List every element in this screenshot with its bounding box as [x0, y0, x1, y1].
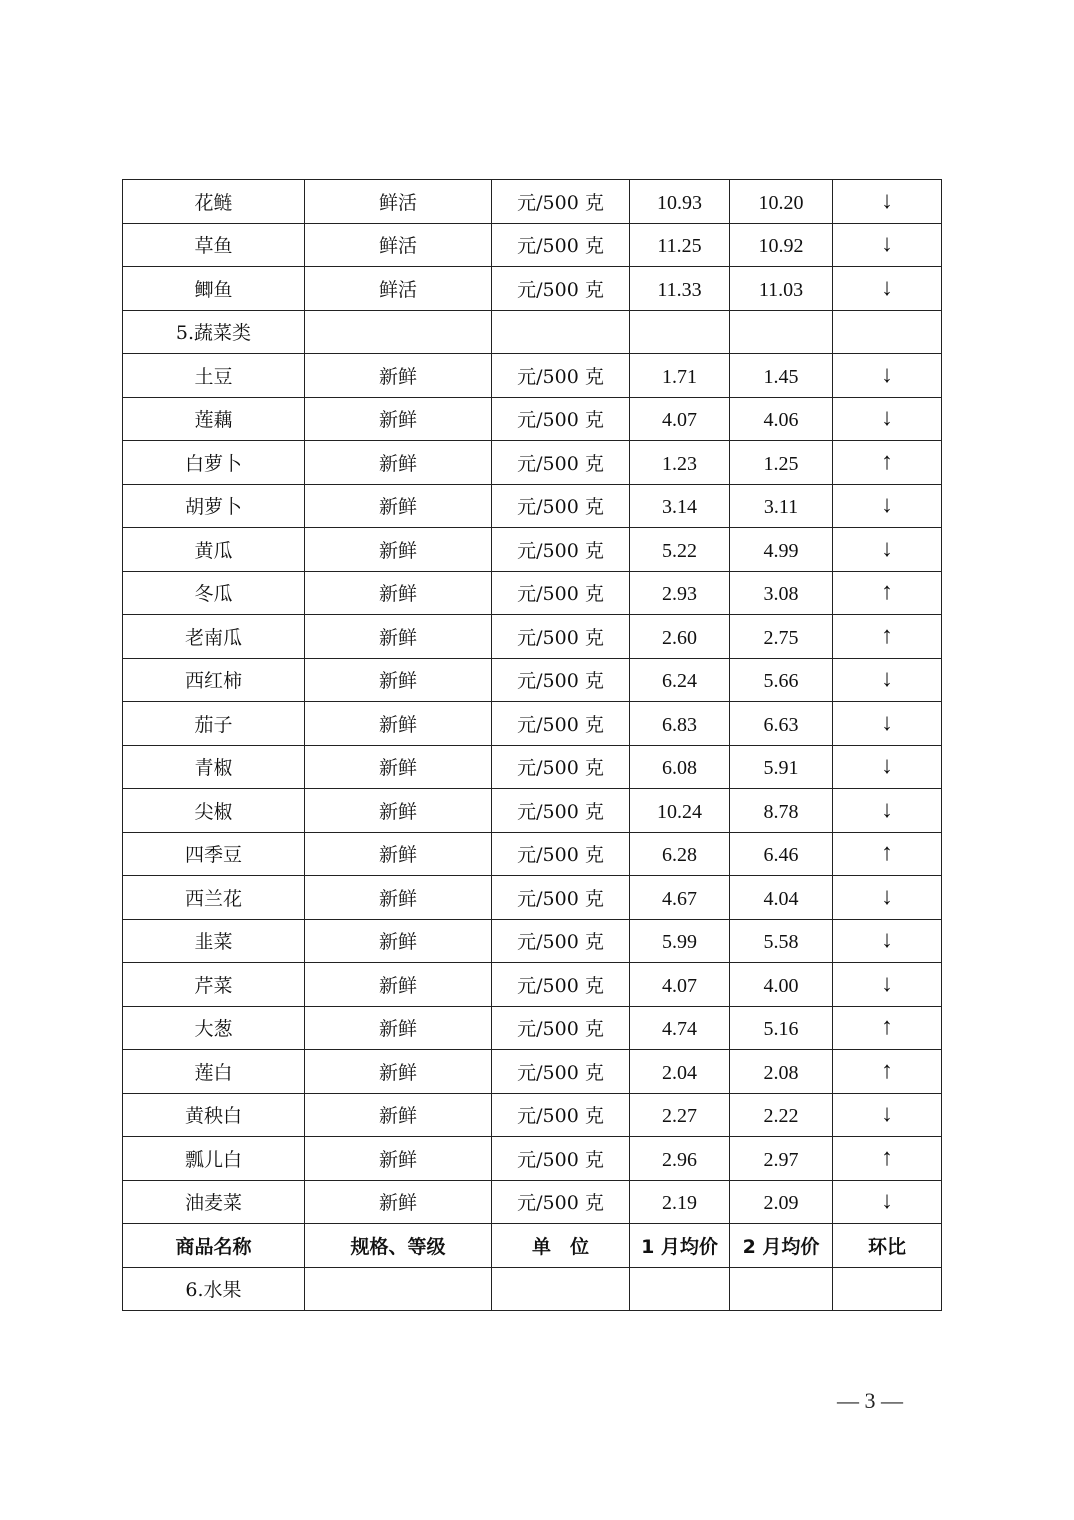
header-cell-jan-price: 1 月均价	[630, 1224, 730, 1268]
cell-unit: 元/500 克	[492, 180, 630, 224]
cell-unit: 元/500 克	[492, 397, 630, 441]
cell-name: 黄瓜	[123, 528, 305, 572]
cell-spec: 鲜活	[305, 267, 492, 311]
table-row	[123, 702, 942, 746]
cell-unit: 元/500 克	[492, 832, 630, 876]
cell-feb-price: 6.63	[730, 702, 833, 746]
cell-spec: 新鲜	[305, 658, 492, 702]
cell-spec: 新鲜	[305, 1180, 492, 1224]
cell-jan-price: 3.14	[630, 484, 730, 528]
cell-unit: 元/500 克	[492, 702, 630, 746]
table-row	[123, 571, 942, 615]
cell-name: 鲫鱼	[123, 267, 305, 311]
cell-trend: ↓	[833, 702, 942, 746]
cell-name: 土豆	[123, 354, 305, 398]
cell-trend: ↑	[833, 571, 942, 615]
cell-unit: 元/500 克	[492, 1050, 630, 1094]
cell-feb-price: 4.00	[730, 963, 833, 1007]
cell-feb-price: 1.25	[730, 441, 833, 485]
cell-unit: 元/500 克	[492, 963, 630, 1007]
cell-name: 冬瓜	[123, 571, 305, 615]
cell-name: 茄子	[123, 702, 305, 746]
cell-trend: ↓	[833, 1093, 942, 1137]
cell-feb-price: 4.06	[730, 397, 833, 441]
cell-spec	[305, 310, 492, 354]
cell-jan-price: 2.19	[630, 1180, 730, 1224]
table-row	[123, 528, 942, 572]
cell-unit: 元/500 克	[492, 571, 630, 615]
cell-unit: 元/500 克	[492, 441, 630, 485]
cell-trend: ↓	[833, 963, 942, 1007]
cell-jan-price: 2.04	[630, 1050, 730, 1094]
cell-name: 莲藕	[123, 397, 305, 441]
cell-unit: 元/500 克	[492, 1180, 630, 1224]
cell-name: 花鲢	[123, 180, 305, 224]
cell-trend: ↓	[833, 180, 942, 224]
price-table-body	[123, 180, 942, 1311]
cell-feb-price: 3.11	[730, 484, 833, 528]
cell-spec: 新鲜	[305, 963, 492, 1007]
cell-trend: ↓	[833, 789, 942, 833]
cell-jan-price: 2.96	[630, 1137, 730, 1181]
cell-trend: ↑	[833, 615, 942, 659]
cell-unit: 元/500 克	[492, 267, 630, 311]
cell-jan-price: 1.23	[630, 441, 730, 485]
cell-spec: 新鲜	[305, 615, 492, 659]
table-row	[123, 267, 942, 311]
cell-trend: ↓	[833, 528, 942, 572]
cell-feb-price: 10.20	[730, 180, 833, 224]
cell-jan-price	[630, 310, 730, 354]
cell-unit: 元/500 克	[492, 658, 630, 702]
cell-trend: ↓	[833, 745, 942, 789]
cell-feb-price: 11.03	[730, 267, 833, 311]
cell-spec: 鲜活	[305, 223, 492, 267]
cell-jan-price: 6.83	[630, 702, 730, 746]
cell-name: 莲白	[123, 1050, 305, 1094]
cell-trend: ↑	[833, 1137, 942, 1181]
header-cell-name: 商品名称	[123, 1224, 305, 1268]
cell-unit: 元/500 克	[492, 528, 630, 572]
cell-unit: 元/500 克	[492, 745, 630, 789]
cell-name: 韭菜	[123, 919, 305, 963]
cell-unit: 元/500 克	[492, 1006, 630, 1050]
cell-trend: ↑	[833, 441, 942, 485]
table-row	[123, 441, 942, 485]
cell-feb-price: 2.09	[730, 1180, 833, 1224]
cell-feb-price: 3.08	[730, 571, 833, 615]
table-row	[123, 658, 942, 702]
cell-jan-price: 1.71	[630, 354, 730, 398]
cell-jan-price: 2.27	[630, 1093, 730, 1137]
cell-name: 芹菜	[123, 963, 305, 1007]
cell-trend: ↓	[833, 658, 942, 702]
cell-feb-price: 6.46	[730, 832, 833, 876]
header-cell-feb-price: 2 月均价	[730, 1224, 833, 1268]
cell-feb-price: 10.92	[730, 223, 833, 267]
cell-feb-price: 1.45	[730, 354, 833, 398]
cell-name: 西兰花	[123, 876, 305, 920]
table-row	[123, 876, 942, 920]
cell-unit: 元/500 克	[492, 354, 630, 398]
table-row	[123, 963, 942, 1007]
table-row	[123, 832, 942, 876]
table-row	[123, 1050, 942, 1094]
cell-unit: 元/500 克	[492, 919, 630, 963]
cell-spec: 新鲜	[305, 702, 492, 746]
table-row	[123, 223, 942, 267]
table-row	[123, 180, 942, 224]
cell-trend: ↓	[833, 876, 942, 920]
cell-spec: 新鲜	[305, 441, 492, 485]
cell-unit: 元/500 克	[492, 223, 630, 267]
cell-jan-price: 4.07	[630, 963, 730, 1007]
cell-spec: 新鲜	[305, 1050, 492, 1094]
cell-feb-price: 2.75	[730, 615, 833, 659]
table-row	[123, 1093, 942, 1137]
cell-feb-price: 5.16	[730, 1006, 833, 1050]
cell-name: 黄秧白	[123, 1093, 305, 1137]
cell-jan-price: 4.07	[630, 397, 730, 441]
cell-unit: 元/500 克	[492, 876, 630, 920]
cell-name: 尖椒	[123, 789, 305, 833]
cell-trend: ↑	[833, 1006, 942, 1050]
cell-feb-price: 2.22	[730, 1093, 833, 1137]
cell-trend	[833, 1267, 942, 1311]
cell-unit: 元/500 克	[492, 615, 630, 659]
cell-trend	[833, 310, 942, 354]
cell-jan-price: 10.24	[630, 789, 730, 833]
cell-name: 老南瓜	[123, 615, 305, 659]
cell-jan-price: 6.08	[630, 745, 730, 789]
cell-trend: ↓	[833, 354, 942, 398]
table-row	[123, 919, 942, 963]
cell-name: 5.蔬菜类	[123, 310, 305, 354]
cell-spec: 新鲜	[305, 354, 492, 398]
cell-name: 6.水果	[123, 1267, 305, 1311]
cell-jan-price: 6.24	[630, 658, 730, 702]
cell-jan-price: 6.28	[630, 832, 730, 876]
cell-spec: 新鲜	[305, 745, 492, 789]
cell-trend: ↓	[833, 267, 942, 311]
page-number: — 3 —	[837, 1388, 903, 1413]
price-table	[122, 179, 942, 1311]
header-cell-unit: 单 位	[492, 1224, 630, 1268]
cell-unit	[492, 310, 630, 354]
cell-jan-price: 4.74	[630, 1006, 730, 1050]
cell-spec: 新鲜	[305, 484, 492, 528]
cell-trend: ↓	[833, 919, 942, 963]
cell-jan-price: 11.33	[630, 267, 730, 311]
cell-name: 大葱	[123, 1006, 305, 1050]
cell-spec: 新鲜	[305, 789, 492, 833]
cell-unit: 元/500 克	[492, 484, 630, 528]
table-row	[123, 1137, 942, 1181]
cell-unit: 元/500 克	[492, 1093, 630, 1137]
cell-name: 油麦菜	[123, 1180, 305, 1224]
cell-trend: ↓	[833, 223, 942, 267]
cell-name: 西红柿	[123, 658, 305, 702]
cell-feb-price	[730, 1267, 833, 1311]
cell-jan-price: 5.22	[630, 528, 730, 572]
cell-feb-price: 8.78	[730, 789, 833, 833]
cell-spec: 新鲜	[305, 832, 492, 876]
cell-trend: ↓	[833, 1180, 942, 1224]
cell-spec: 新鲜	[305, 528, 492, 572]
cell-spec: 新鲜	[305, 571, 492, 615]
cell-spec	[305, 1267, 492, 1311]
table-row	[123, 397, 942, 441]
cell-jan-price: 11.25	[630, 223, 730, 267]
cell-spec: 新鲜	[305, 397, 492, 441]
cell-spec: 鲜活	[305, 180, 492, 224]
table-row	[123, 354, 942, 398]
table-row	[123, 745, 942, 789]
cell-jan-price	[630, 1267, 730, 1311]
cell-spec: 新鲜	[305, 1006, 492, 1050]
header-cell-trend: 环比	[833, 1224, 942, 1268]
cell-name: 胡萝卜	[123, 484, 305, 528]
table-row	[123, 789, 942, 833]
cell-jan-price: 2.93	[630, 571, 730, 615]
cell-feb-price: 2.08	[730, 1050, 833, 1094]
cell-spec: 新鲜	[305, 1137, 492, 1181]
cell-spec: 新鲜	[305, 1093, 492, 1137]
cell-feb-price: 5.66	[730, 658, 833, 702]
header-cell-spec: 规格、等级	[305, 1224, 492, 1268]
cell-jan-price: 5.99	[630, 919, 730, 963]
table-row	[123, 484, 942, 528]
cell-name: 白萝卜	[123, 441, 305, 485]
cell-trend: ↓	[833, 484, 942, 528]
cell-feb-price: 5.91	[730, 745, 833, 789]
cell-trend: ↑	[833, 1050, 942, 1094]
cell-spec: 新鲜	[305, 919, 492, 963]
section-row	[123, 1267, 942, 1311]
cell-feb-price: 4.99	[730, 528, 833, 572]
table-row	[123, 1180, 942, 1224]
cell-spec: 新鲜	[305, 876, 492, 920]
table-row	[123, 615, 942, 659]
cell-trend: ↑	[833, 832, 942, 876]
cell-name: 青椒	[123, 745, 305, 789]
cell-unit: 元/500 克	[492, 789, 630, 833]
cell-unit: 元/500 克	[492, 1137, 630, 1181]
cell-name: 四季豆	[123, 832, 305, 876]
cell-feb-price: 5.58	[730, 919, 833, 963]
cell-unit	[492, 1267, 630, 1311]
cell-jan-price: 2.60	[630, 615, 730, 659]
cell-name: 瓢儿白	[123, 1137, 305, 1181]
section-row	[123, 310, 942, 354]
cell-trend: ↓	[833, 397, 942, 441]
cell-jan-price: 4.67	[630, 876, 730, 920]
cell-feb-price: 4.04	[730, 876, 833, 920]
table-row	[123, 1006, 942, 1050]
cell-feb-price	[730, 310, 833, 354]
table-header-row	[123, 1224, 942, 1268]
cell-jan-price: 10.93	[630, 180, 730, 224]
cell-name: 草鱼	[123, 223, 305, 267]
cell-feb-price: 2.97	[730, 1137, 833, 1181]
